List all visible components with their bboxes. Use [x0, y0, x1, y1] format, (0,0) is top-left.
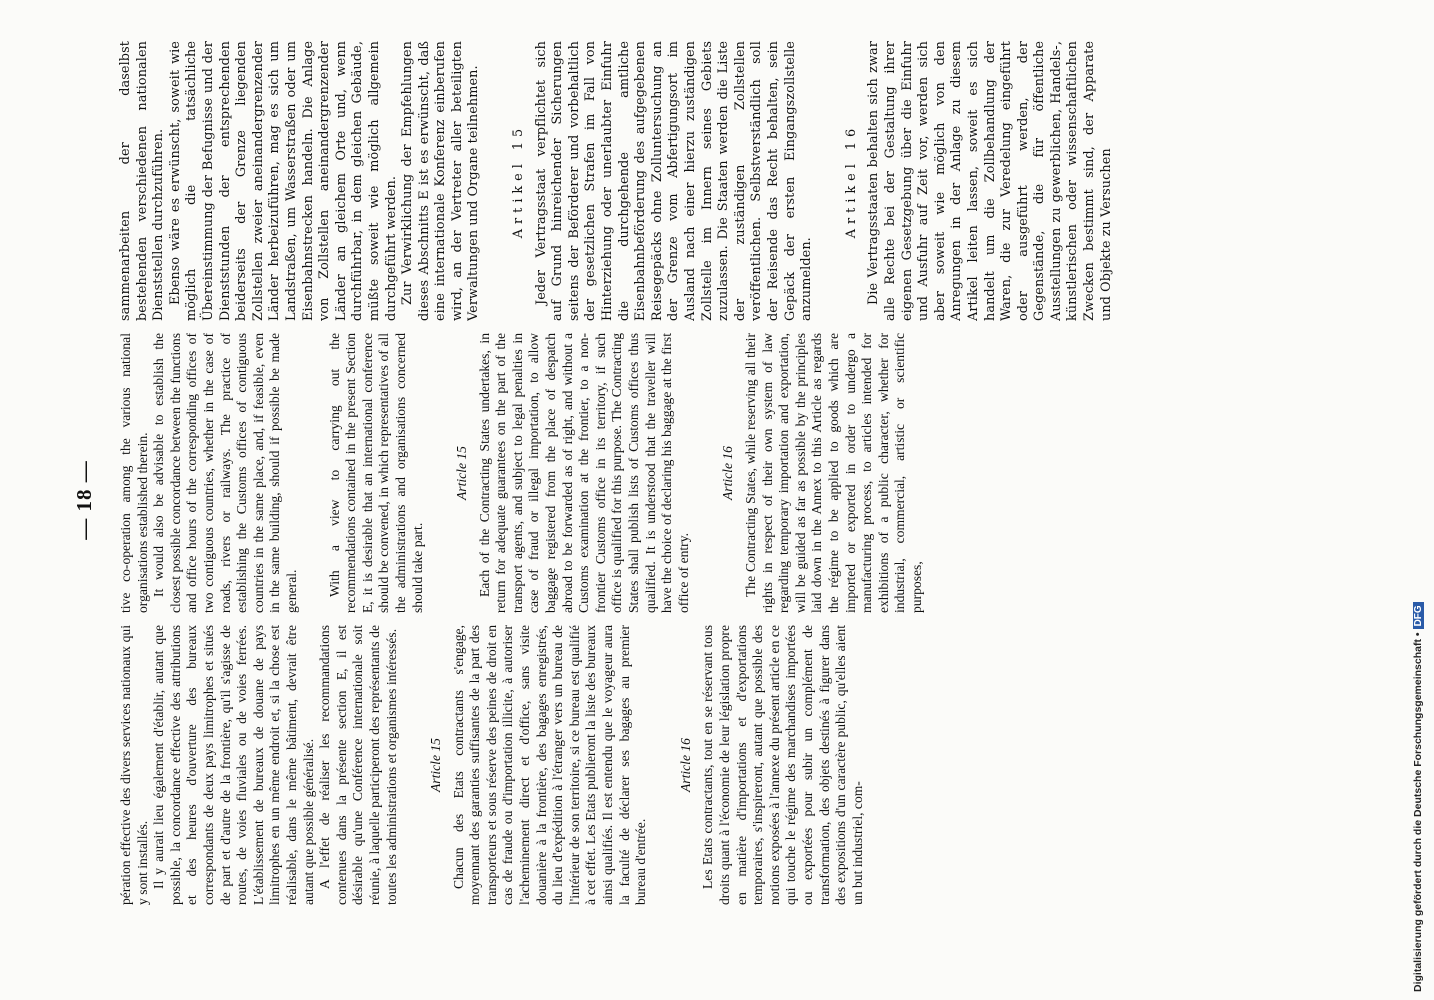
german-column	[118, 41, 1298, 321]
de-paragraph-2: Ebenso wäre es erwünscht, soweit wie möglich die tatsächliche Übereinstimmung der Befugnisse und der Dienststunden der entsprechenden beiderseits der Grenze liegenden Zollstellen zweier aneinandergrenzender Länder herbeizuführen, mag es sich um Landstraßen, um Wasserstraßen oder um Eisenbahnstrecken handeln. Die Anlage von Zollstellen aneinandergrenzender Länder an gleichem Orte und, wenn durchführbar, in dem gleichen Gebäude, müßte soweit wie möglich allgemein durchgeführt werden.	[167, 41, 399, 321]
de-article-16-text: Die Vertragsstaaten behalten sich zwar alle Rechte bei der Gestaltung ihrer eigenen Gesetzgebung über die Einfuhr und Ausfuhr auf Zeit vor, werden sich aber soweit wie möglich von den Anregungen in der Anlage zu diesem Artikel leiten lassen, soweit es sich handelt um die Zollbehandlung der Waren, die zur Veredelung eingeführt oder ausgeführt werden, der Gegenstände, die für öffentliche Ausstellungen zu gewerblichen, Handels-, künstlerischen oder wissenschaftlichen Zwecken bestimmt sind, der Apparate und Objekte zu Versuchen	[866, 41, 1114, 321]
en-article-16-heading: Article 16	[720, 446, 736, 500]
de-paragraph-1: sammenarbeiten der daselbst bestehenden verschiedenen nationalen Dienststellen durchzuführen.	[118, 41, 167, 321]
en-paragraph-3: With a view to carrying out the recommendations contained in the present Section E, it is desirable that an international conference should be convened, in which representatives of all the administrations and organisations concerned should take part.	[326, 333, 425, 613]
en-article-16-text: The Contracting States, while reserving all their rights in respect of their own system of law regarding temporary importation and exportation, will be guided as far as possible by the principles laid down in the Annex to this Article as regards the régime to be applied to goods which are imported or exported in order to undergo a manufacturing process, to articles intended for exhibitions of a public character, whether for industrial, commercial, artistic or scientific purposes,	[743, 333, 924, 613]
french-column	[118, 625, 1298, 905]
de-article-15-heading: Artikel 15	[511, 123, 527, 239]
text-columns	[118, 35, 1298, 905]
fr-article-15-heading: Article 15	[428, 738, 444, 792]
dfg-logo: DFG	[1413, 602, 1424, 629]
funding-statement: Digitalisierung gefördert durch die Deutsche Forschungsgemeinschaft •	[1412, 632, 1424, 992]
english-column	[118, 333, 1298, 613]
fr-article-15-text: Chacun des Etats contractants s'engage, moyennant des garanties suffisantes de la part des transporteurs et sous réserve des peines de droit en cas de fraude ou d'importation illicite, à autoriser l'acheminement direct et d'office, sans visite douanière à la frontière, des bagages enregistrés, du lieu d'expédition à l'étranger vers un bureau de l'intérieur de son territoire, si ce bureau est qualifié à cet effet. Les Etats publieront la liste des bureaux ainsi qualifiés. Il est entendu que le voyageur aura la faculté de déclarer ses bagages au premier bureau d'entrée.	[450, 625, 649, 905]
fr-article-16-heading: Article 16	[677, 738, 693, 792]
digitization-note	[1408, 0, 1430, 1000]
en-article-15-text: Each of the Contracting States undertakes, in return for adequate guarantees on the part of the transport agents, and subject to legal penalties in case of fraud or illegal importation, to allow baggage registered from the place of despatch abroad to be forwarded as of right, and without a Customs examination at the frontier, to a non-frontier Customs office in its territory, if such office is qualified for this purpose. The Contracting States shall publish lists of Customs offices thus qualified. It is understood that the traveller will have the choice of declaring his baggage at the first office of entry.	[476, 333, 691, 613]
fr-paragraph-2: Il y aurait lieu également d'établir, autant que possible, la concordance effective des attributions et des heures d'ouverture des bureaux correspondants de deux pays limitrophes et situés de part et d'autre de la frontière, qu'il s'agisse de routes, de voies fluviales ou de voies ferrées. L'établissement de bureaux de douane de pays limitrophes en un même endroit et, si la chose est réalisable, dans le même bâtiment, devrait être autant que possible généralisé.	[151, 625, 316, 905]
spacer	[301, 333, 327, 613]
en-paragraph-2: It would also be advisable to establish the closest possible concordance between the functions and office hours of the corresponding offices of two contiguous countries, whether in the case of roads, rivers or railways. The practice of establishing the Customs offices of contiguous countries in the same place, and, if feasible, even in the same building, should if possible be made general.	[151, 333, 299, 613]
de-article-16-heading: Artikel 16	[843, 123, 859, 239]
en-article-15-heading: Article 15	[454, 446, 470, 500]
en-paragraph-1: tive co-operation among the various national organisations established therein.	[118, 333, 150, 613]
digitization-note-text	[1412, 602, 1424, 992]
page-number: — 18 —	[72, 460, 96, 540]
de-article-15-text: Jeder Vertragsstaat verpflichtet sich auf Grund hinreichender Sicherungen seitens der Beförderer und vorbehaltlich der gesetzlichen Strafen im Fall von Hinterziehung oder unerlaubter Einfuhr die durchgehende amtliche Eisenbahnbeförderung des aufgegebenen Reisegepäcks ohne Zolluntersuchung an der Grenze vom Abfertigungsort im Ausland nach einer hierzu zuständigen Zollstelle im Innern seines Gebiets zuzulassen. Die Staaten werden die Liste der zuständigen Zollstellen veröffentlichen. Selbstverständlich soll der Reisende das Recht behalten, sein Gepäck der ersten Eingangszollstelle anzumelden.	[533, 41, 815, 321]
fr-article-16-text: Les Etats contractants, tout en se réservant tous droits quant à l'économie de leur législation propre en matière d'importations et d'exportations temporaires, s'inspireront, autant que possible des notions exposées à l'annexe du présent article en ce qui touche le régime des marchandises importées ou exportées pour subir un complément de transformation, des objets destinés à figurer dans des expositions d'un caractère public, qu'elles aient un but industriel, com-	[700, 625, 865, 905]
fr-paragraph-1: pération effective des divers services nationaux qui y sont installés.	[118, 625, 150, 905]
fr-paragraph-3: A l'effet de réaliser les recommandations contenues dans la présente section E, il est désirable qu'une Conférence internationale soit réunie, à laquelle participeront des représentants de toutes les administrations et organismes intéressés.	[317, 625, 399, 905]
de-paragraph-3: Zur Verwirklichung der Empfehlungen dieses Abschnitts E ist es erwünscht, daß eine internationale Konferenz einberufen wird, an der Vertreter aller beteiligten Verwaltungen und Organe teilnehmen.	[400, 41, 482, 321]
